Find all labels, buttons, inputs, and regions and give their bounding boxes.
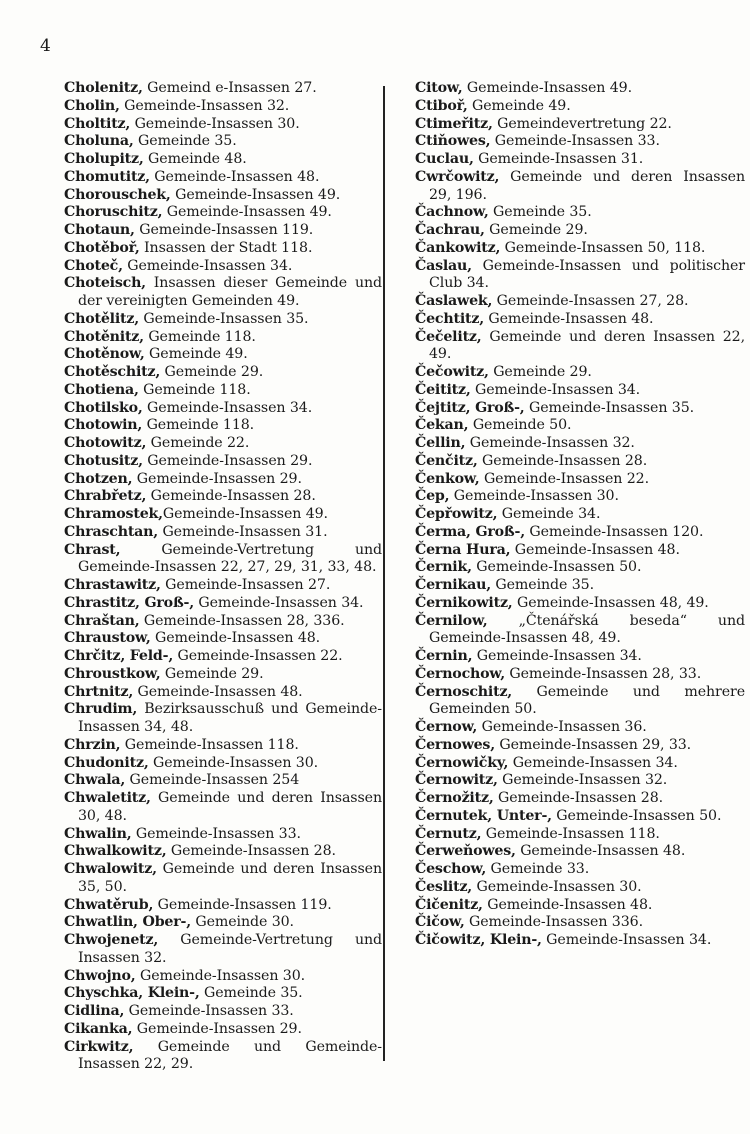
entry-description: Gemeinde-Insassen 34. [142, 399, 313, 416]
index-entry [64, 790, 382, 826]
entry-place-name: Černik, [415, 559, 472, 576]
entry-place-name: Česlitz, [415, 878, 473, 895]
entry-place-name: Chwojenetz, [64, 932, 159, 948]
index-entry [415, 666, 745, 684]
entry-description: Insassen der Stadt 118. [139, 239, 313, 256]
index-entry [415, 453, 745, 471]
index-entry [64, 169, 382, 187]
entry-description: Gemeinde 33. [486, 861, 590, 877]
entry-place-name: Čenčitz, [415, 452, 478, 469]
entry-place-name: Chwalkowitz, [64, 843, 167, 860]
index-entry [64, 275, 382, 311]
entry-description: Gemeinde 34. [497, 506, 601, 522]
index-entry [415, 258, 745, 294]
entry-place-name: Chwala, [64, 772, 126, 789]
index-entry [64, 488, 382, 506]
entry-description: Gemeinde-Insassen 50. [471, 559, 642, 576]
entry-place-name: Cwrčowitz, [415, 168, 500, 185]
entry-description: Gemeinde 29. [484, 222, 588, 238]
entry-description: Gemeinde-Vertretung und Gemeinde-Insassen 22, 27, 29, 31, 33, 48. [78, 541, 382, 576]
index-entry [64, 772, 382, 790]
index-entry [64, 98, 382, 116]
entry-place-name: Chwalin, [64, 825, 132, 842]
entry-description: Gemeinde-Insassen 30. [472, 878, 642, 895]
entry-place-name: Cuclau, [415, 151, 474, 167]
entry-place-name: Černožitz, [415, 790, 494, 806]
entry-description: Gemeinde 118. [143, 328, 256, 345]
index-entry [64, 968, 382, 986]
entry-description: Gemeinde-Insassen 48. [150, 630, 321, 647]
entry-place-name: Černochow, [415, 665, 505, 682]
index-entry [415, 755, 745, 773]
entry-description: Gemeinde-Insassen 32. [119, 97, 290, 114]
entry-description: Gemeinde-Insassen 50. [551, 807, 722, 824]
entry-description: Gemeinde-Insassen 49. [462, 80, 632, 96]
entry-description: Gemeinde-Insassen 118. [481, 825, 660, 842]
entry-place-name: Cidlina, [64, 1003, 125, 1019]
entry-place-name: Černin, [415, 648, 473, 664]
entry-description: Gemeinde-Insassen 30. [130, 115, 300, 132]
entry-description: „Čtenářská beseda“ und Gemeinde-Insassen 48, 49. [429, 612, 745, 647]
entry-description: Gemeinde 35. [490, 577, 594, 593]
index-entry [64, 382, 382, 400]
index-entry [64, 577, 382, 595]
index-entry [64, 542, 382, 578]
entry-place-name: Čejtitz, Groß-, [415, 399, 525, 416]
index-entry [415, 488, 745, 506]
entry-description: Gemeinde und deren Insassen 29, 196. [429, 168, 745, 203]
entry-place-name: Choruschitz, [64, 204, 163, 221]
entry-description: Gemeinde-Insassen 29, 33. [494, 736, 692, 753]
entry-description: Gemeinde-Insassen 22. [173, 648, 343, 664]
index-entry [64, 151, 382, 169]
entry-description: Gemeinde 35. [199, 985, 303, 1002]
index-entry [64, 1021, 382, 1039]
entry-place-name: Chrast, [64, 541, 121, 558]
entry-place-name: Chotiena, [64, 381, 139, 398]
index-entry [64, 417, 382, 435]
entry-description: Gemeind e-Insassen 27. [142, 80, 317, 96]
entry-description: Gemeinde 29. [160, 364, 264, 380]
index-entry [64, 861, 382, 897]
entry-description: Gemeinde 49. [144, 346, 248, 363]
index-entry [415, 80, 745, 98]
entry-description: Gemeinde-Insassen 49. [170, 186, 341, 203]
entry-description: Gemeinde-Insassen 119. [153, 896, 332, 913]
index-entry [64, 932, 382, 968]
index-entry [415, 772, 745, 790]
index-entry [415, 382, 745, 400]
index-entry [64, 843, 382, 861]
entry-place-name: Čekan, [415, 417, 469, 434]
entry-description: Gemeinde-Insassen 27, 28. [492, 293, 689, 309]
index-entry [415, 826, 745, 844]
index-entry [64, 1039, 382, 1075]
index-entry [64, 524, 382, 542]
entry-place-name: Chotěboř, [64, 239, 140, 256]
entry-description: Gemeinde-Vertretung und Insassen 32. [78, 932, 382, 966]
index-entry [64, 471, 382, 489]
entry-place-name: Chwalowitz, [64, 861, 157, 877]
entry-description: Gemeinde-Insassen 118. [120, 736, 299, 753]
entry-place-name: Chyschka, Klein-, [64, 985, 200, 1002]
entry-description: Gemeinde 35. [488, 204, 592, 221]
index-entry [415, 293, 745, 311]
entry-place-name: Černowitz, [415, 772, 498, 789]
index-entry [415, 524, 745, 542]
entry-description: Gemeinde-Insassen 48, 49. [512, 594, 709, 611]
index-entry [64, 684, 382, 702]
entry-description: Gemeinde-Insassen 33. [490, 133, 660, 150]
index-entry [64, 258, 382, 276]
index-entry [415, 577, 745, 595]
entry-description: Gemeinde-Insassen 120. [524, 523, 704, 540]
index-entry [415, 169, 745, 205]
entry-place-name: Chorouschek, [64, 186, 171, 203]
entry-description: Gemeinde-Insassen 34. [472, 648, 642, 664]
entry-place-name: Chrzin, [64, 736, 121, 753]
entry-place-name: Čeititz, [415, 381, 471, 398]
index-entry [64, 453, 382, 471]
index-entry [415, 542, 745, 560]
entry-place-name: Čechtitz, [415, 310, 484, 327]
entry-place-name: Chwojno, [64, 967, 136, 984]
entry-description: Gemeinde-Insassen 28. [166, 843, 336, 860]
entry-description: Gemeinde-Insassen 48. [133, 683, 303, 700]
index-entry [415, 843, 745, 861]
index-entry [415, 471, 745, 489]
index-entry [415, 879, 745, 897]
index-entry [64, 222, 382, 240]
index-entry [64, 506, 382, 524]
entry-description: Gemeinde-Insassen 28. [146, 488, 316, 505]
index-entry [64, 133, 382, 151]
entry-place-name: Chrastawitz, [64, 577, 161, 593]
entry-description: Gemeinde-Insassen 28. [477, 452, 648, 469]
entry-place-name: Černutz, [415, 825, 482, 842]
index-entry [64, 648, 382, 666]
entry-place-name: Citow, [415, 80, 463, 96]
entry-description: Gemeinde-Insassen 33. [131, 825, 301, 842]
index-entry [415, 684, 745, 720]
entry-description: Gemeinde 30. [190, 914, 294, 931]
entry-description: Gemeinde-Insassen 34. [122, 257, 293, 274]
index-entry [64, 737, 382, 755]
entry-description: Bezirksausschuß und Gemeinde-Insassen 34, 48. [78, 701, 382, 735]
entry-description: Gemeinde-Insassen 48. [149, 168, 320, 185]
entry-description: Gemeinde-Insassen 32. [497, 772, 668, 789]
entry-place-name: Chrtnitz, [64, 683, 134, 700]
entry-description: Gemeinde-Insassen 49. [162, 506, 328, 522]
index-entry [415, 133, 745, 151]
index-entry [64, 666, 382, 684]
entry-place-name: Černilow, [415, 612, 488, 629]
entry-description: Gemeinde und deren Insassen 22, 49. [429, 328, 745, 363]
entry-place-name: Černowes, [415, 736, 495, 753]
entry-place-name: Čičow, [415, 914, 465, 931]
left-column [64, 80, 382, 1074]
index-entry [415, 648, 745, 666]
index-entry [64, 701, 382, 737]
entry-place-name: Černutek, Unter-, [415, 807, 552, 824]
entry-description: Gemeinde-Insassen 34. [541, 932, 712, 948]
entry-place-name: Chotzen, [64, 470, 133, 487]
index-entry [64, 346, 382, 364]
entry-place-name: Chroustkow, [64, 665, 161, 682]
entry-place-name: Čachrau, [415, 222, 485, 238]
entry-place-name: Chrudim, [64, 701, 138, 718]
index-entry [415, 417, 745, 435]
entry-place-name: Chwaletitz, [64, 790, 151, 806]
index-entry [415, 897, 745, 915]
index-entry [415, 329, 745, 365]
entry-place-name: Cholupitz, [64, 151, 144, 167]
page-number: 4 [40, 36, 51, 56]
entry-description: Gemeinde-Insassen 32. [465, 435, 635, 451]
entry-place-name: Chrčitz, Feld-, [64, 648, 174, 664]
index-entry [64, 755, 382, 773]
entry-place-name: Cikanka, [64, 1020, 133, 1037]
index-entry [64, 595, 382, 613]
entry-place-name: Chotěnitz, [64, 328, 144, 345]
entry-place-name: Ctiňowes, [415, 133, 491, 150]
entry-place-name: Ctimeřitz, [415, 115, 493, 132]
index-entry [64, 914, 382, 932]
entry-description: Gemeinde-Insassen 22. [479, 470, 650, 487]
entry-description: Gemeinde-Insassen 31. [158, 523, 328, 540]
entry-description: Gemeinde 118. [138, 381, 251, 398]
entry-place-name: Chotilsko, [64, 399, 143, 416]
index-entry [415, 364, 745, 382]
entry-description: Gemeinde 50. [468, 417, 572, 434]
entry-description: Gemeinde-Insassen 35. [524, 399, 695, 416]
index-entry [415, 719, 745, 737]
entry-place-name: Chotěschitz, [64, 364, 161, 380]
entry-place-name: Chrastitz, Groß-, [64, 594, 194, 611]
index-entry [64, 435, 382, 453]
entry-place-name: Chotěnow, [64, 346, 145, 363]
entry-place-name: Chotowin, [64, 417, 143, 434]
entry-place-name: Čachnow, [415, 204, 489, 221]
entry-description: Gemeinde und mehrere Gemeinden 50. [429, 683, 745, 718]
index-entry [415, 400, 745, 418]
entry-description: Gemeinde-Insassen 29. [142, 452, 313, 469]
entry-description: Gemeinde-Insassen 29. [132, 1020, 302, 1037]
index-entry [415, 435, 745, 453]
entry-place-name: Časlawek, [415, 293, 493, 309]
entry-description: Gemeinde-Insassen 48. [482, 896, 653, 913]
index-entry [64, 826, 382, 844]
entry-place-name: Chudonitz, [64, 754, 149, 771]
entry-place-name: Čenkow, [415, 470, 480, 487]
index-entry [415, 506, 745, 524]
index-entry [64, 187, 382, 205]
entry-place-name: Černikowitz, [415, 594, 513, 611]
entry-place-name: Čečowitz, [415, 364, 489, 380]
entry-place-name: Chotusitz, [64, 452, 143, 469]
entry-description: Gemeinde und deren Insassen 30, 48. [78, 790, 382, 824]
index-entry [64, 329, 382, 347]
entry-description: Gemeinde-Insassen 28, 33. [504, 665, 702, 682]
entry-description: Gemeinde-Insassen 36. [477, 719, 647, 735]
entry-place-name: Choltitz, [64, 115, 131, 132]
entry-description: Gemeinde und deren Insassen 35, 50. [78, 861, 382, 895]
entry-description: Gemeinde 48. [143, 151, 247, 167]
entry-description: Gemeinde 29. [160, 665, 264, 682]
index-entry [64, 364, 382, 382]
entry-description: Gemeinde-Insassen 336. [464, 914, 643, 931]
index-entry [415, 790, 745, 808]
entry-place-name: Černoschitz, [415, 683, 513, 700]
right-column [415, 80, 745, 950]
entry-place-name: Cholenitz, [64, 80, 143, 96]
entry-place-name: Chotaun, [64, 222, 135, 238]
index-entry [64, 116, 382, 134]
index-entry [64, 311, 382, 329]
index-entry [64, 80, 382, 98]
entry-description: Gemeinde-Insassen 33. [124, 1003, 294, 1019]
entry-description: Gemeinde-Insassen 31. [473, 151, 644, 167]
entry-description: Gemeinde und Gemeinde-Insassen 22, 29. [78, 1038, 382, 1073]
index-entry [415, 151, 745, 169]
entry-description: Gemeinde 22. [146, 435, 250, 451]
index-entry [64, 613, 382, 631]
index-entry [415, 861, 745, 879]
index-entry [415, 613, 745, 649]
entry-description: Gemeinde-Insassen 28, 336. [139, 612, 345, 629]
entry-description: Gemeinde-Insassen 119. [134, 222, 314, 238]
index-entry [64, 897, 382, 915]
entry-description: Gemeinde-Insassen 27. [160, 577, 331, 593]
index-entry [415, 204, 745, 222]
index-entry [415, 240, 745, 258]
entry-description: Insassen dieser Gemeinde und der vereinigten Gemeinden 49. [78, 275, 382, 309]
index-entry [415, 222, 745, 240]
entry-place-name: Černa Hura, [415, 541, 511, 558]
entry-place-name: Chotowitz, [64, 435, 147, 451]
index-entry [415, 932, 745, 950]
entry-description: Gemeinde-Insassen 48. [510, 541, 680, 558]
index-entry [64, 630, 382, 648]
entry-place-name: Čerweňowes, [415, 843, 516, 860]
entry-place-name: Čellin, [415, 435, 466, 451]
entry-description: Gemeinde 29. [488, 364, 592, 380]
entry-place-name: Cholin, [64, 97, 120, 114]
entry-place-name: Čerma, Groß-, [415, 523, 525, 540]
entry-description: Gemeinde-Insassen 34. [193, 594, 364, 611]
entry-description: Gemeinde-Insassen und politischer Club 34. [429, 257, 745, 292]
entry-place-name: Cirkwitz, [64, 1038, 134, 1055]
entry-place-name: Choteisch, [64, 275, 146, 292]
entry-place-name: Ctiboř, [415, 97, 468, 114]
entry-place-name: Česchow, [415, 861, 487, 877]
entry-description: Gemeinde-Insassen 34. [470, 381, 641, 398]
index-entry [415, 98, 745, 116]
entry-place-name: Čečelitz, [415, 328, 482, 345]
entry-place-name: Chraschtan, [64, 523, 159, 540]
entry-place-name: Čankowitz, [415, 239, 501, 256]
entry-place-name: Čičenitz, [415, 896, 483, 913]
entry-description: Gemeinde-Insassen 30. [135, 967, 306, 984]
entry-place-name: Choteč, [64, 257, 123, 274]
index-entry [415, 116, 745, 134]
entry-description: Gemeinde-Insassen 30. [148, 754, 319, 771]
entry-place-name: Chwatěrub, [64, 896, 154, 913]
entry-place-name: Chraštan, [64, 612, 140, 629]
entry-place-name: Černowičky, [415, 754, 509, 771]
index-entry [64, 985, 382, 1003]
index-entry [415, 737, 745, 755]
entry-place-name: Čičowitz, Klein-, [415, 932, 542, 948]
index-entry [415, 559, 745, 577]
entry-description: Gemeinde-Insassen 254 [125, 772, 300, 789]
entry-description: Gemeinde-Insassen 30. [449, 488, 619, 505]
entry-description: Gemeinde-Insassen 48. [515, 843, 686, 860]
entry-place-name: Časlau, [415, 257, 472, 274]
column-divider [383, 86, 385, 1061]
index-entry [415, 595, 745, 613]
entry-place-name: Chrabřetz, [64, 488, 147, 505]
entry-description: Gemeinde-Insassen 35. [138, 310, 309, 327]
entry-description: Gemeinde 35. [133, 133, 237, 150]
entry-description: Gemeinde-Insassen 29. [132, 470, 302, 487]
index-entry [415, 311, 745, 329]
entry-description: Gemeindevertretung 22. [492, 115, 672, 132]
entry-place-name: Choluna, [64, 133, 134, 150]
entry-place-name: Černow, [415, 719, 478, 735]
entry-place-name: Chotělitz, [64, 310, 139, 327]
entry-description: Gemeinde 118. [142, 417, 255, 434]
index-entry [64, 400, 382, 418]
index-entry [64, 1003, 382, 1021]
entry-description: Gemeinde 49. [467, 97, 571, 114]
index-entry [415, 808, 745, 826]
index-entry [64, 240, 382, 258]
entry-place-name: Chomutitz, [64, 168, 150, 185]
entry-place-name: Chraustow, [64, 630, 151, 647]
entry-place-name: Chwatlin, Ober-, [64, 914, 191, 931]
entry-description: Gemeinde-Insassen 49. [162, 204, 332, 221]
entry-place-name: Čep, [415, 488, 450, 505]
entry-description: Gemeinde-Insassen 48. [483, 310, 654, 327]
entry-description: Gemeinde-Insassen 50, 118. [500, 239, 706, 256]
entry-description: Gemeinde-Insassen 28. [493, 790, 664, 806]
entry-place-name: Čepřowitz, [415, 506, 498, 522]
entry-place-name: Černikau, [415, 577, 491, 593]
entry-description: Gemeinde-Insassen 34. [508, 754, 678, 771]
index-entry [64, 204, 382, 222]
index-entry [415, 914, 745, 932]
entry-place-name: Chramostek, [64, 506, 163, 522]
